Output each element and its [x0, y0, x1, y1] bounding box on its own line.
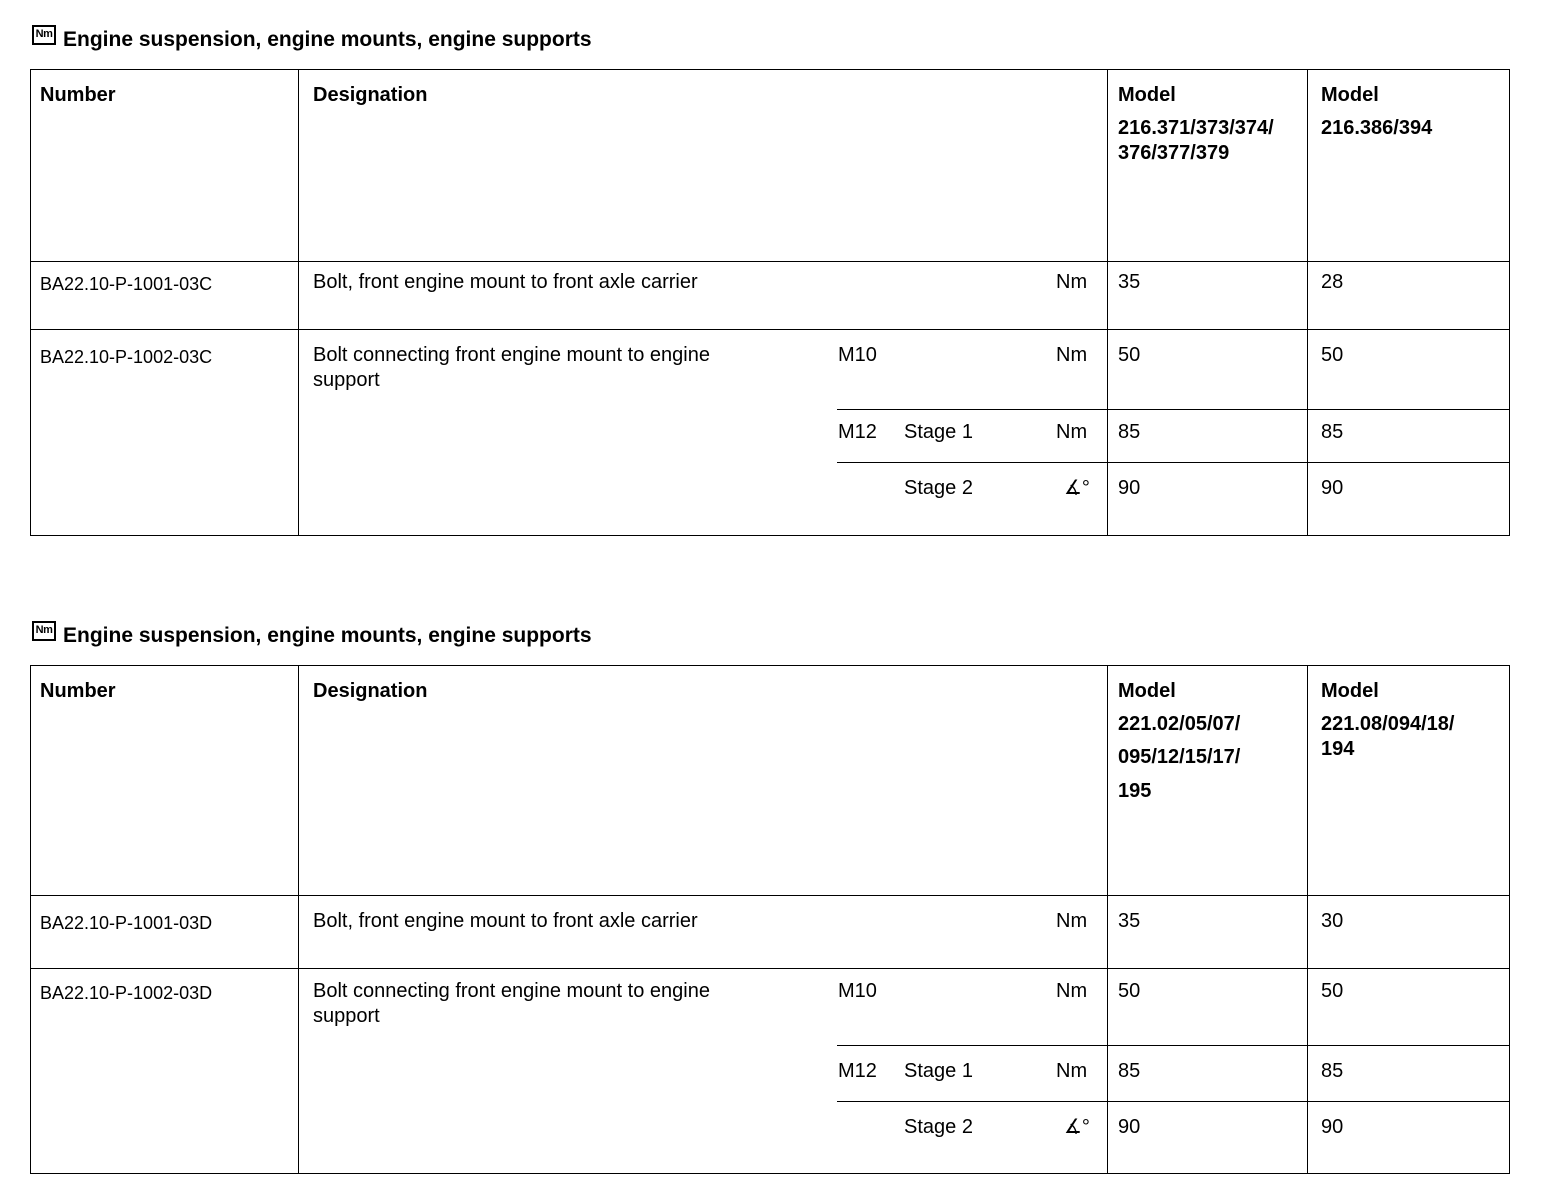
- table-border: [30, 535, 1510, 536]
- value-model-b: 50: [1321, 980, 1344, 1002]
- row-divider: [837, 409, 1510, 410]
- stage-label: Stage 1: [904, 421, 973, 443]
- part-number: BA22.10-P-1001-03C: [40, 274, 213, 294]
- column-divider: [1107, 69, 1108, 536]
- stage-label: Stage 2: [904, 1116, 973, 1138]
- value-model-a: 50: [1118, 980, 1141, 1002]
- header-model-b-line: 194: [1321, 738, 1355, 760]
- thread-size: M10: [838, 980, 877, 1002]
- header-designation: Designation: [313, 680, 428, 702]
- stage-label: Stage 1: [904, 1060, 973, 1082]
- column-divider: [1307, 69, 1308, 536]
- header-model-a-line: 095/12/15/17/: [1118, 746, 1241, 768]
- header-model-a-line: 376/377/379: [1118, 142, 1230, 164]
- value-model-b: 90: [1321, 477, 1344, 499]
- table-border: [1509, 665, 1510, 1174]
- value-model-a: 35: [1118, 271, 1141, 293]
- stage-label: Stage 2: [904, 477, 973, 499]
- table-border: [30, 665, 31, 1174]
- table-border: [1509, 69, 1510, 536]
- designation: Bolt connecting front engine mount to engine: [313, 980, 710, 1002]
- thread-size: M12: [838, 421, 877, 443]
- row-divider: [837, 462, 1510, 463]
- header-model-a-line: 216.371/373/374/: [1118, 117, 1274, 139]
- designation: Bolt, front engine mount to front axle carrier: [313, 910, 698, 932]
- row-divider: [30, 261, 1510, 262]
- column-divider: [298, 69, 299, 536]
- torque-nm-icon: Nm: [32, 621, 56, 641]
- header-number: Number: [40, 84, 116, 106]
- section-1-title: [32, 28, 592, 52]
- value-model-b: 85: [1321, 1060, 1344, 1082]
- header-model-a-line: 221.02/05/07/: [1118, 713, 1241, 735]
- value-model-b: 85: [1321, 421, 1344, 443]
- value-model-a: 35: [1118, 910, 1141, 932]
- unit-nm: Nm: [1056, 344, 1088, 366]
- unit-nm: Nm: [1056, 980, 1088, 1002]
- value-model-a: 85: [1118, 421, 1141, 443]
- column-divider: [1107, 665, 1108, 1174]
- value-model-b: 28: [1321, 271, 1344, 293]
- row-divider: [30, 968, 1510, 969]
- table-border: [30, 665, 1510, 666]
- header-model-a-line: 195: [1118, 780, 1152, 802]
- header-model-b: Model: [1321, 84, 1379, 106]
- value-model-a: 90: [1118, 1116, 1141, 1138]
- unit-nm: Nm: [1056, 910, 1088, 932]
- header-model-a: Model: [1118, 84, 1176, 106]
- torque-nm-icon: Nm: [32, 25, 56, 45]
- designation-line: support: [313, 1005, 380, 1027]
- table-border: [30, 69, 31, 536]
- value-model-a: 90: [1118, 477, 1141, 499]
- value-model-a: 85: [1118, 1060, 1141, 1082]
- value-model-a: 50: [1118, 344, 1141, 366]
- value-model-b: 90: [1321, 1116, 1344, 1138]
- header-model-b-line: 216.386/394: [1321, 117, 1433, 139]
- header-number: Number: [40, 680, 116, 702]
- value-model-b: 50: [1321, 344, 1344, 366]
- part-number: BA22.10-P-1001-03D: [40, 913, 213, 933]
- thread-size: M12: [838, 1060, 877, 1082]
- part-number: BA22.10-P-1002-03D: [40, 983, 213, 1003]
- column-divider: [298, 665, 299, 1174]
- designation: Bolt, front engine mount to front axle carrier: [313, 271, 698, 293]
- table-border: [30, 1173, 1510, 1174]
- row-divider: [30, 329, 1510, 330]
- section-title-text: Engine suspension, engine mounts, engine supports: [63, 28, 592, 51]
- unit-nm: Nm: [1056, 421, 1088, 443]
- torque-table-2: [30, 665, 1510, 1174]
- designation-line: support: [313, 369, 380, 391]
- unit-nm: Nm: [1056, 271, 1088, 293]
- section-title-text: Engine suspension, engine mounts, engine supports: [63, 624, 592, 647]
- angle-degree-icon: ∡°: [1064, 477, 1090, 499]
- row-divider: [837, 1101, 1510, 1102]
- torque-table-1: [30, 69, 1510, 536]
- row-divider: [837, 1045, 1510, 1046]
- table-border: [30, 69, 1510, 70]
- column-divider: [1307, 665, 1308, 1174]
- thread-size: M10: [838, 344, 877, 366]
- value-model-b: 30: [1321, 910, 1344, 932]
- unit-nm: Nm: [1056, 1060, 1088, 1082]
- header-model-a: Model: [1118, 680, 1176, 702]
- header-designation: Designation: [313, 84, 428, 106]
- section-2-title: [32, 624, 592, 648]
- angle-degree-icon: ∡°: [1064, 1116, 1090, 1138]
- header-model-b: Model: [1321, 680, 1379, 702]
- part-number: BA22.10-P-1002-03C: [40, 347, 213, 367]
- header-model-b-line: 221.08/094/18/: [1321, 713, 1455, 735]
- row-divider: [30, 895, 1510, 896]
- designation: Bolt connecting front engine mount to engine: [313, 344, 710, 366]
